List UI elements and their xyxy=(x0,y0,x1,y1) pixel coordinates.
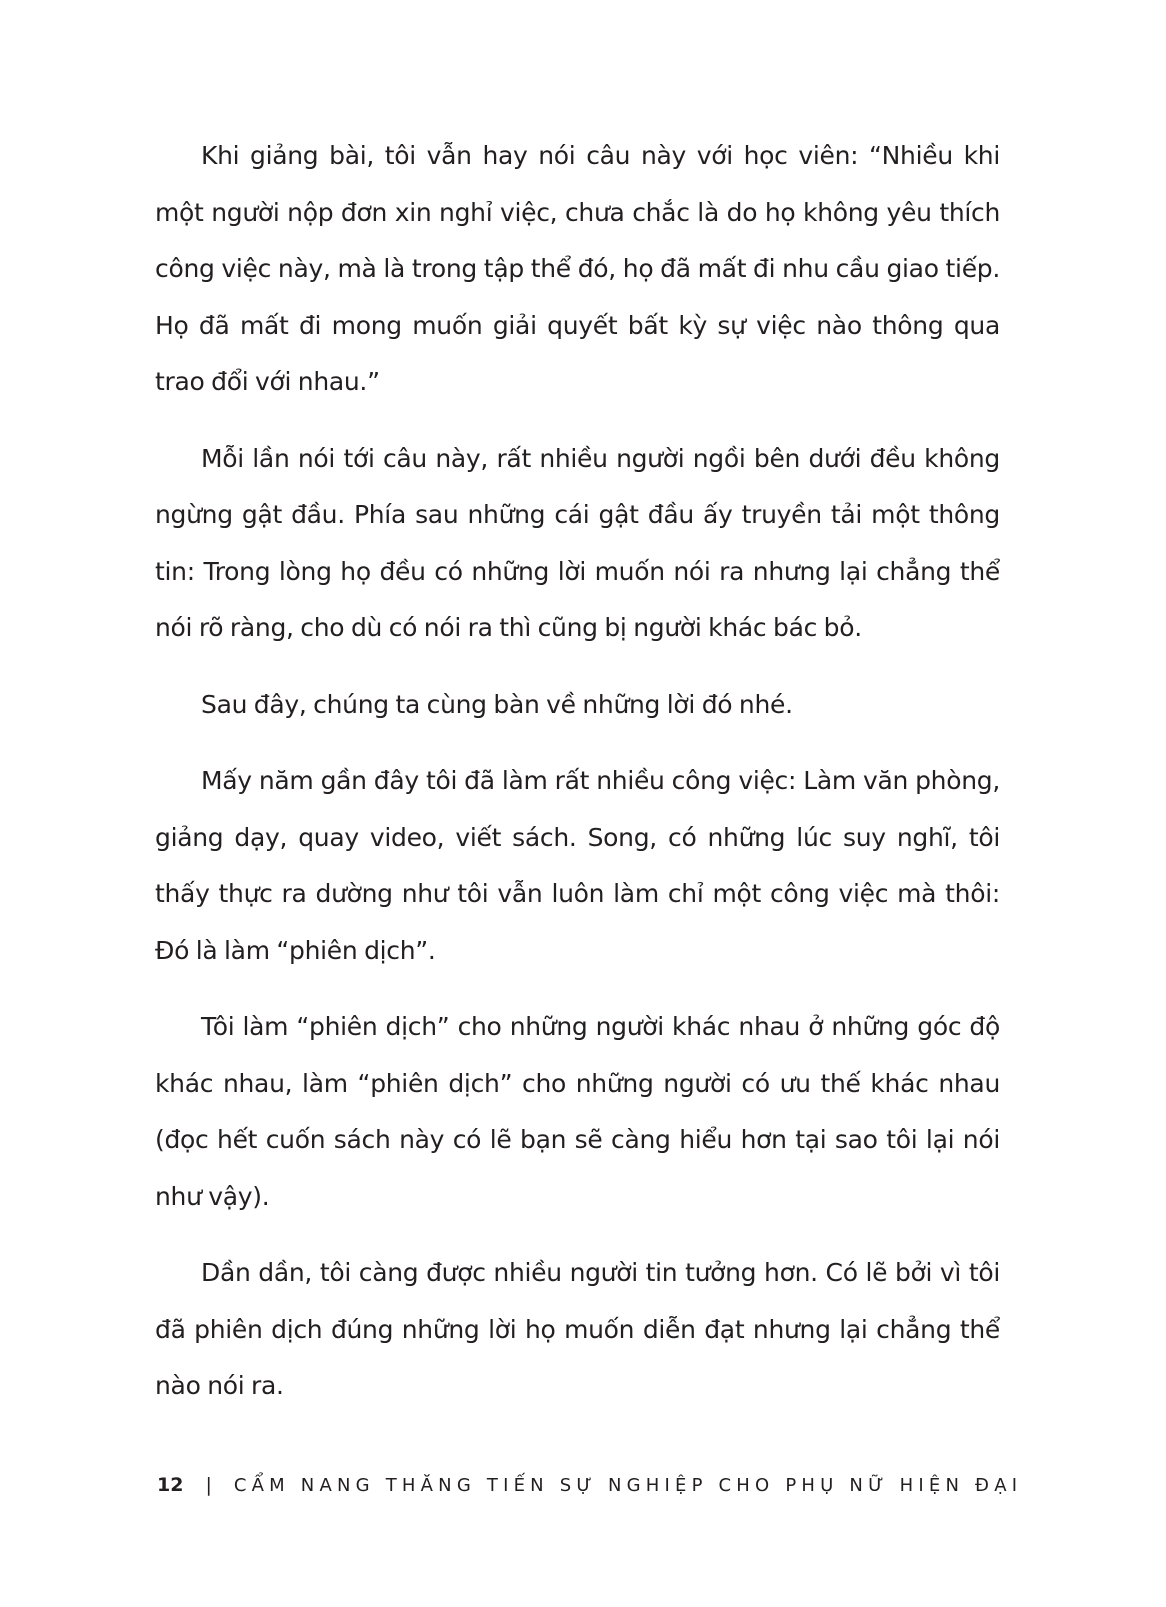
page-body xyxy=(155,128,1000,1435)
paragraph-1: Khi giảng bài, tôi vẫn hay nói câu này với học viên: “Nhiều khi một người nộp đơn xin nghỉ việc, chưa chắc là do họ không yêu thích công việc này, mà là trong tập thể đó, họ đã mất đi nhu cầu giao tiếp. Họ đã mất đi mong muốn giải quyết bất kỳ sự việc nào thông qua trao đổi với nhau.” xyxy=(155,141,1000,396)
footer-separator: | xyxy=(205,1474,212,1496)
paragraph-3: Sau đây, chúng ta cùng bàn về những lời đó nhé. xyxy=(201,689,793,719)
paragraph-6: Dần dần, tôi càng được nhiều người tin tưởng hơn. Có lẽ bởi vì tôi đã phiên dịch đúng những lời họ muốn diễn đạt nhưng lại chẳng thể nào nói ra. xyxy=(155,1258,1000,1400)
paragraph-4: Mấy năm gần đây tôi đã làm rất nhiều công việc: Làm văn phòng, giảng dạy, quay video, viết sách. Song, có những lúc suy nghĩ, tôi thấy thực ra dường như tôi vẫn luôn làm chỉ một công việc mà thôi: Đó là làm “phiên dịch”. xyxy=(155,766,1000,965)
page-footer xyxy=(157,1474,1022,1496)
paragraph-5: Tôi làm “phiên dịch” cho những người khác nhau ở những góc độ khác nhau, làm “phiên dịch” cho những người có ưu thế khác nhau (đọc hết cuốn sách này có lẽ bạn sẽ càng hiểu hơn tại sao tôi lại nói như vậy). xyxy=(155,1012,1000,1211)
running-title: CẨM NANG THĂNG TIẾN SỰ NGHIỆP CHO PHỤ NỮ HIỆN ĐẠI xyxy=(233,1474,1023,1496)
page-number: 12 xyxy=(157,1474,184,1496)
paragraph-2: Mỗi lần nói tới câu này, rất nhiều người ngồi bên dưới đều không ngừng gật đầu. Phía sau những cái gật đầu ấy truyền tải một thông tin: Trong lòng họ đều có những lời muốn nói ra nhưng lại chẳng thể nói rõ ràng, cho dù có nói ra thì cũng bị người khác bác bỏ. xyxy=(155,443,1000,642)
